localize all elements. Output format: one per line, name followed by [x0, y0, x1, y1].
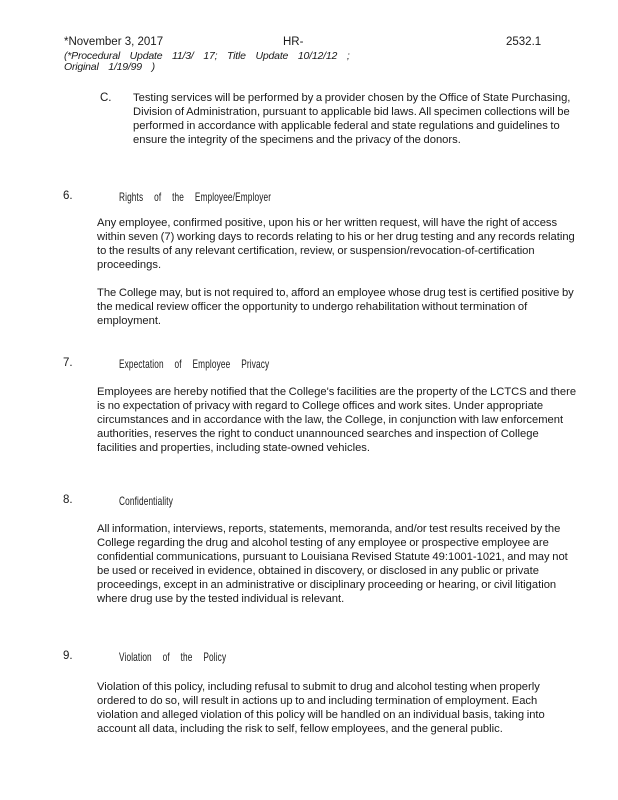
section-8-paragraph-1: All information, interviews, reports, statements, memoranda, and/or test results received by the College regarding the drug and alcohol testing of any employee or prospective employee are confidential communications, pursuant to Louisiana Revised Statute 49:1001-1021, and may not be used or received in evidence, obtained in discovery, or disclosed in any public or private proceedings, except in an administrative or disciplinary proceeding or hearing, or civil litigation where drug use by the tested individual is relevant.: [97, 523, 568, 605]
revision-note-line2: Original 1/19/99 ): [64, 61, 155, 73]
section-7-number: 7.: [63, 357, 73, 369]
section-6-title: Rights of the Employee/Employer: [119, 190, 272, 204]
section-9-title: Violation of the Policy: [119, 650, 227, 664]
header-doc-number: 2532.1: [506, 36, 542, 48]
item-c-text: Testing services will be performed by a provider chosen by the Office of State Purchasing, Division of Administration, pursuant to applicable bid laws. All specimen collections will be performed in accordance with applicable federal and state regulations and guidelines to ensure the integrity of the specimens and the privacy of the donors.: [133, 92, 571, 146]
item-c-label: C.: [100, 92, 112, 104]
section-6-number: 6.: [63, 190, 73, 202]
section-6-paragraph-1: Any employee, confirmed positive, upon his or her written request, will have the right of access within seven (7) working days to records relating to his or her drug testing and any records relating to the results of any relevant certification, review, or suspension/revocation-of-certification proceedings.: [97, 217, 575, 271]
section-6-paragraph-2: The College may, but is not required to, afford an employee whose drug test is certified positive by the medical review officer the opportunity to undergo rehabilitation without termination of employment.: [97, 287, 574, 327]
header-doc-code: HR-: [283, 36, 304, 48]
section-9-paragraph-1: Violation of this policy, including refusal to submit to drug and alcohol testing when properly ordered to do so, will result in actions up to and including termination of employment. Each violation and alleged violation of this policy will be handled on an individual basis, taking into account all data, including the risk to self, fellow employees, and the general public.: [97, 681, 545, 735]
section-8-number: 8.: [63, 494, 73, 506]
section-7-paragraph-1: Employees are hereby notified that the College's facilities are the property of the LCTCS and there is no expectation of privacy with regard to College offices and work sites. Under appropriate circumstances and in accordance with the law, the College, in conjunction with law enforcement authorities, reserves the right to conduct unannounced searches and inspection of College facilities and properties, including state-owned vehicles.: [97, 386, 577, 454]
revision-note-line1: (*Procedural Update 11/3/ 17; Title Update 10/12/12 ;: [64, 49, 350, 62]
header-date: *November 3, 2017: [64, 36, 164, 48]
section-9-number: 9.: [63, 650, 73, 662]
section-7-title: Expectation of Employee Privacy: [119, 357, 270, 371]
section-8-title: Confidentiality: [119, 494, 173, 508]
